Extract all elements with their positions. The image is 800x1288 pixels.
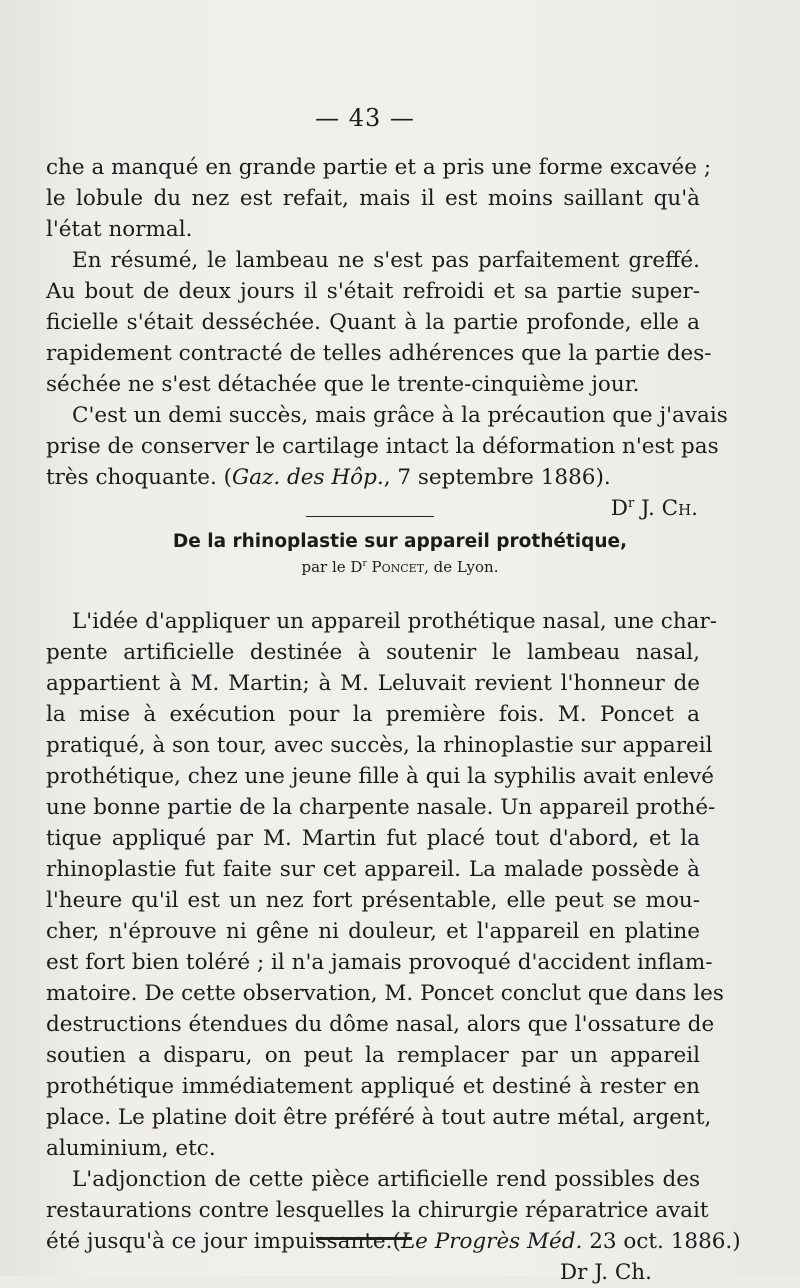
text-line: prothétique immédiatement appliqué et destiné à rester en bbox=[46, 1074, 700, 1099]
text-line: appartient à M. Martin; à M. Leluvait revient l'honneur de bbox=[46, 671, 700, 696]
section-1-body bbox=[46, 152, 728, 524]
text-line: L'adjonction de cette pièce artificielle rend possibles des bbox=[72, 1167, 700, 1192]
citation-source: Le Progrès Méd. bbox=[400, 1229, 583, 1254]
text-line: pente artificielle destinée à soutenir le lambeau nasal, bbox=[46, 640, 700, 665]
text-line: che a manqué en grande partie et a pris une forme excavée ; bbox=[46, 155, 712, 180]
text-line: En résumé, le lambeau ne s'est pas parfaitement greffé. bbox=[72, 248, 700, 273]
text-line: place. Le platine doit être préféré à tout autre métal, argent, bbox=[46, 1105, 712, 1130]
text-line: tique appliqué par M. Martin fut placé tout d'abord, et la bbox=[46, 826, 700, 851]
citation-line bbox=[46, 1226, 741, 1257]
citation-suffix: 23 oct. 1886.) bbox=[582, 1229, 741, 1254]
text-line: destructions étendues du dôme nasal, alors que l'ossature de bbox=[46, 1012, 715, 1037]
article-title: De la rhinoplastie sur appareil prothétique, bbox=[172, 531, 628, 552]
text-line: séchée ne s'est détachée que le trente-cinquième jour. bbox=[46, 372, 640, 397]
text-line: matoire. De cette observation, M. Poncet conclut que dans les bbox=[46, 981, 724, 1006]
signature: $D^r$ J. Ch. bbox=[610, 495, 698, 521]
citation-prefix: très choquante. ( bbox=[46, 465, 233, 490]
text-line: C'est un demi succès, mais grâce à la précaution que j'avais bbox=[72, 403, 728, 428]
text-line: l'heure qu'il est un nez fort présentable, elle peut se mou- bbox=[46, 888, 700, 913]
text-line: une bonne partie de la charpente nasale. Un appareil prothé- bbox=[46, 795, 716, 820]
citation-prefix: été jusqu'à ce jour impuissante.( bbox=[46, 1229, 401, 1254]
end-rule bbox=[316, 1237, 412, 1240]
article-byline: par le $D^r$ Poncet, de Lyon. bbox=[301, 558, 499, 576]
text-line: l'état normal. bbox=[46, 217, 193, 242]
text-line: rhinoplastie fut faite sur cet appareil. La malade possède à bbox=[46, 857, 700, 882]
text-line: prise de conserver le cartilage intact la déformation n'est pas bbox=[46, 434, 719, 459]
text-line: est fort bien toléré ; il n'a jamais provoqué d'accident inflam- bbox=[46, 950, 713, 975]
text-line: cher, n'éprouve ni gêne ni douleur, et l'appareil en platine bbox=[46, 919, 700, 944]
section-divider bbox=[306, 516, 434, 517]
text-line: Au bout de deux jours il s'était refroidi et sa partie super- bbox=[46, 279, 700, 304]
section-2-body bbox=[46, 606, 741, 1288]
text-line: prothétique, chez une jeune fille à qui la syphilis avait enlevé bbox=[46, 764, 714, 789]
text-line: pratiqué, à son tour, avec succès, la rhinoplastie sur appareil bbox=[46, 733, 713, 758]
text-line: restaurations contre lesquelles la chirurgie réparatrice avait bbox=[46, 1198, 709, 1223]
citation-suffix: , 7 septembre 1886). bbox=[383, 465, 611, 490]
citation-source: Gaz. des Hôp. bbox=[232, 465, 384, 490]
signature: Dr J. Ch. bbox=[559, 1260, 652, 1285]
text-line: soutien a disparu, on peut la remplacer par un appareil bbox=[46, 1043, 700, 1068]
text-line: la mise à exécution pour la première fois. M. Poncet a bbox=[46, 702, 700, 727]
text-line: L'idée d'appliquer un appareil prothétique nasal, une char- bbox=[72, 609, 718, 634]
citation-line bbox=[46, 462, 700, 493]
page-number: — 43 — bbox=[315, 104, 415, 132]
text-line: le lobule du nez est refait, mais il est moins saillant qu'à bbox=[46, 186, 700, 211]
text-line: rapidement contracté de telles adhérences que la partie des- bbox=[46, 341, 712, 366]
text-line: ficielle s'était desséchée. Quant à la partie profonde, elle a bbox=[46, 310, 700, 335]
text-line: aluminium, etc. bbox=[46, 1136, 216, 1161]
